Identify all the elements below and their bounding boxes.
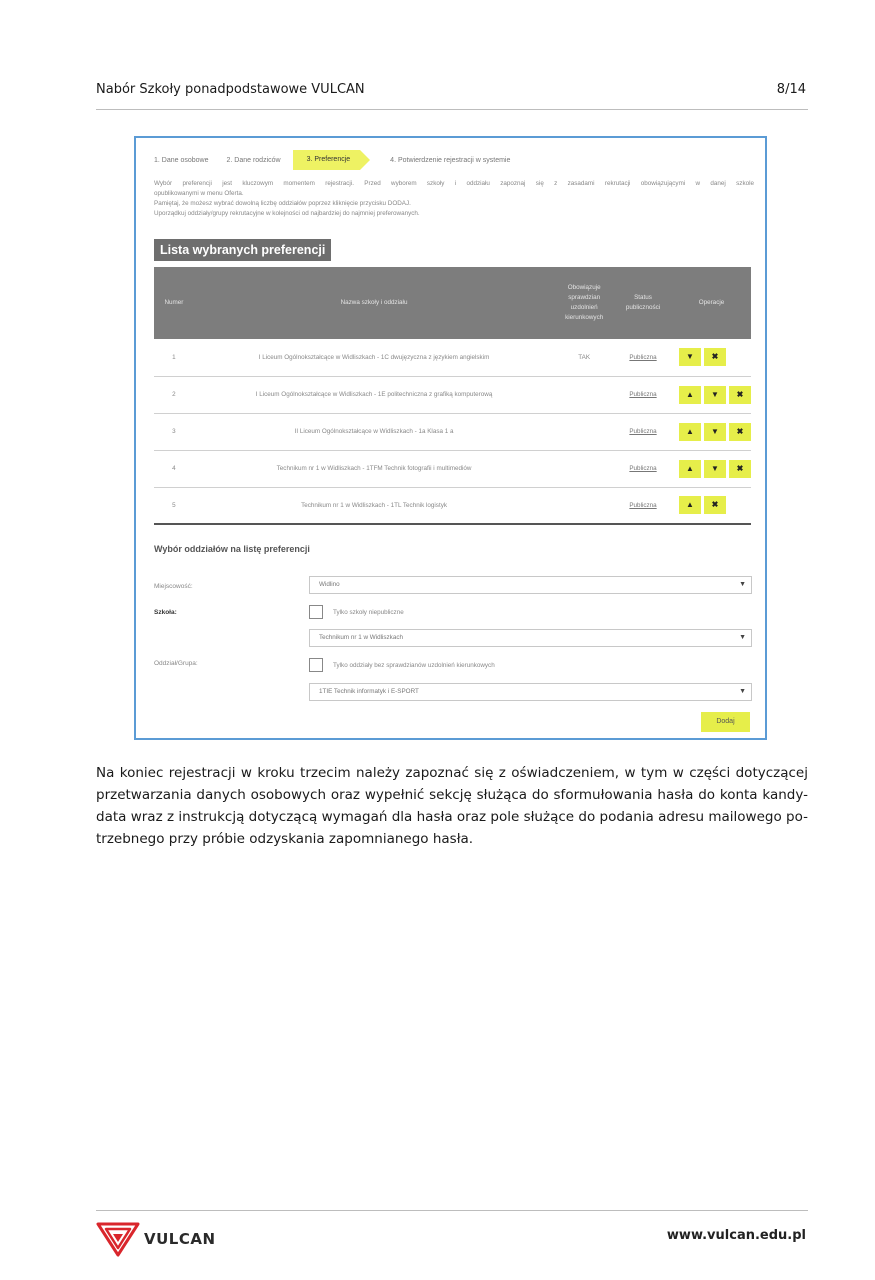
selection-title: Wybór oddziałów na listę preferencji: [154, 544, 310, 554]
row-operations: [672, 487, 751, 524]
step-preferences[interactable]: 3. Preferencje: [293, 150, 361, 170]
remove-button[interactable]: [704, 496, 726, 514]
move-down-button[interactable]: [704, 423, 726, 441]
status-link[interactable]: Publiczna: [629, 465, 657, 472]
preferences-table: [154, 267, 751, 525]
chevron-up-icon: ▲: [685, 463, 694, 473]
row-school-name: II Liceum Ogólnokształcące w Widliszkach - 1a Klasa 1 a: [194, 413, 554, 450]
school-checkbox-row: [309, 604, 404, 620]
row-operations: [672, 450, 751, 487]
header-required-line: Obowiązuje: [567, 284, 601, 291]
status-link[interactable]: Publiczna: [629, 501, 657, 509]
logo-text: VULCAN: [144, 1230, 216, 1248]
remove-button[interactable]: [729, 423, 751, 441]
close-icon: ✖: [736, 463, 744, 473]
page-footer: [96, 1210, 808, 1260]
row-status: [614, 487, 672, 524]
chevron-down-icon: ▼: [710, 389, 719, 399]
row-operations: [672, 413, 751, 450]
row-required: [554, 413, 614, 450]
paragraph-line: Na koniec rejestracji w kroku trzecim należy zapoznać się z oświadczeniem, w tym w części dotyczącej: [96, 765, 808, 781]
move-up-button[interactable]: [679, 423, 701, 441]
header-required-line: sprawdzian: [568, 294, 601, 301]
chevron-down-icon: ▼: [739, 581, 746, 588]
close-icon: ✖: [736, 426, 744, 436]
row-status: [614, 376, 672, 413]
move-up-button[interactable]: [679, 460, 701, 478]
group-checkbox-label: Tylko oddziały bez sprawdzianów uzdolnień kierunkowych: [333, 661, 495, 669]
step-personal-data[interactable]: 1. Dane osobowe: [154, 156, 209, 164]
group-checkbox-row: [309, 657, 495, 673]
close-icon: ✖: [711, 352, 719, 362]
city-select[interactable]: [309, 576, 752, 594]
group-no-exam-checkbox[interactable]: [309, 658, 323, 672]
move-down-button[interactable]: [704, 386, 726, 404]
step-confirmation[interactable]: 4. Potwierdzenie rejestracji w systemie: [390, 156, 511, 164]
intro-text: [154, 179, 754, 219]
table-row: [154, 339, 751, 376]
move-up-button[interactable]: [679, 386, 701, 404]
row-number: 3: [154, 413, 194, 450]
school-nonpublic-checkbox[interactable]: [309, 605, 323, 619]
close-icon: ✖: [736, 389, 744, 399]
chevron-down-icon: ▼: [710, 426, 719, 436]
vulcan-logo-icon: [96, 1221, 140, 1257]
group-select-value: 1TIE Technik informatyk i E-SPORT: [319, 688, 419, 695]
group-select[interactable]: [309, 683, 752, 701]
footer-url[interactable]: www.vulcan.edu.pl: [666, 1228, 806, 1243]
chevron-down-icon: ▼: [739, 634, 746, 641]
intro-line: opublikowanymi w menu Oferta.: [154, 190, 244, 197]
vulcan-logo: [96, 1221, 216, 1257]
chevron-down-icon: ▼: [710, 463, 719, 473]
intro-line: Wybór preferencji jest kluczowym momentem rejestracji. Przed wyborem szkoły i oddziału zapoznaj się z zasadami rekrutacji obowiązującymi w danej szkole: [154, 180, 754, 187]
header-name: Nazwa szkoły i oddziału: [340, 299, 408, 306]
table-row: [154, 413, 751, 450]
move-down-button[interactable]: [704, 460, 726, 478]
school-select-value: Technikum nr 1 w Widliszkach: [319, 634, 403, 641]
remove-button[interactable]: [729, 460, 751, 478]
row-required: [554, 487, 614, 524]
row-status: [614, 413, 672, 450]
status-link[interactable]: Publiczna: [629, 391, 657, 398]
move-up-button[interactable]: [679, 496, 701, 514]
row-number: 2: [154, 376, 194, 413]
document-title: Nabór Szkoły ponadpodstawowe VULCAN: [96, 82, 365, 97]
chevron-up-icon: ▲: [685, 389, 694, 399]
header-number: Numer: [164, 299, 184, 306]
step-parents-data[interactable]: 2. Dane rodziców: [226, 156, 281, 164]
move-down-button[interactable]: [679, 348, 701, 366]
remove-button[interactable]: [704, 348, 726, 366]
row-required: [554, 376, 614, 413]
preferences-list-title: Lista wybranych preferencji: [154, 239, 331, 261]
table-row: [154, 450, 751, 487]
header-status: [614, 267, 672, 339]
city-label: Miejscowość:: [154, 583, 193, 590]
header-required: [554, 267, 614, 339]
header-status-line: Status: [634, 294, 652, 301]
row-number: 4: [154, 450, 194, 487]
school-checkbox-label: Tylko szkoły niepubliczne: [333, 608, 404, 616]
row-operations: [672, 376, 751, 413]
paragraph-line: trzebnego przy próbie odzyskania zapomnianego hasła.: [96, 831, 474, 847]
paragraph-line: przetwarzania danych osobowych oraz wypełnić sekcję służąca do sformułowania hasła do konta kandy-: [96, 787, 808, 803]
row-number: 5: [154, 487, 194, 524]
table-header-row: [154, 267, 751, 339]
chevron-up-icon: ▲: [685, 426, 694, 436]
status-link[interactable]: Publiczna: [629, 353, 657, 361]
embedded-screenshot: [134, 136, 767, 740]
row-required: [554, 450, 614, 487]
row-school-name: Technikum nr 1 w Widliszkach - 1TFM Technik fotografii i multimediów: [194, 450, 554, 487]
row-operations: [672, 339, 751, 376]
row-school-name: Technikum nr 1 w Widliszkach - 1TL Technik logistyk: [194, 487, 554, 524]
body-paragraph: [96, 762, 808, 850]
school-label: Szkoła:: [154, 609, 177, 616]
registration-steps: [154, 150, 528, 170]
header-status-line: publiczności: [625, 304, 661, 311]
row-school-name: I Liceum Ogólnokształcące w Widliszkach - 1C dwujęzyczna z językiem angielskim: [194, 339, 554, 376]
remove-button[interactable]: [729, 386, 751, 404]
chevron-up-icon: ▲: [685, 500, 694, 510]
chevron-down-icon: ▼: [685, 352, 694, 362]
close-icon: ✖: [711, 500, 719, 510]
row-status: [614, 450, 672, 487]
chevron-down-icon: ▼: [739, 688, 746, 695]
header-required-line: uzdolnień: [570, 304, 598, 311]
intro-line: Pamiętaj, że możesz wybrać dowolną liczbę oddziałów poprzez kliknięcie przycisku DODAJ.: [154, 200, 411, 207]
row-required: TAK: [554, 339, 614, 376]
table-row: [154, 487, 751, 524]
group-label: Oddział/Grupa:: [154, 660, 198, 667]
page-number: 8/14: [776, 82, 806, 97]
table-row: [154, 376, 751, 413]
intro-line: Uporządkuj oddziały/grupy rekrutacyjne w kolejności od najbardziej do najmniej preferowanych.: [154, 210, 420, 217]
status-link[interactable]: Publiczna: [629, 428, 657, 435]
paragraph-line: data wraz z instrukcją dotyczącą wymagań dla hasła oraz pole służące do podania adresu mailowego po-: [96, 809, 808, 825]
city-select-value: Widlino: [319, 581, 340, 588]
add-button[interactable]: Dodaj: [701, 712, 750, 732]
row-status: [614, 339, 672, 376]
page-header: [96, 80, 808, 110]
header-required-line: kierunkowych: [565, 314, 604, 321]
row-school-name: I Liceum Ogólnokształcące w Widliszkach - 1E politechniczna z grafiką komputerową: [194, 376, 554, 413]
header-operations: Operacje: [698, 299, 725, 306]
school-select[interactable]: [309, 629, 752, 647]
row-number: 1: [154, 339, 194, 376]
